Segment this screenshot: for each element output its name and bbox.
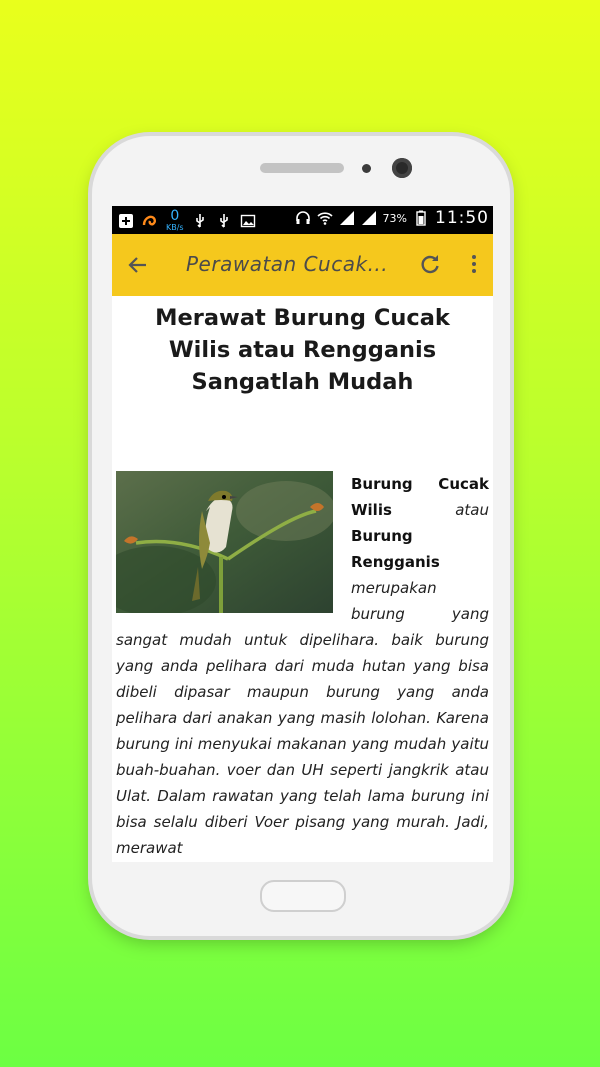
image-icon xyxy=(240,213,256,229)
network-speed-unit: KB/s xyxy=(166,223,184,232)
article-paragraph: merupakan burung yang sangat mudah untuk dipelihara. baik burung yang anda pelihara dari muda hutan yang bisa dibeli dipasar maupun burung yang anda pelihara dari anakan yang masih lolohan. Karena burung ini menyukai makanan yang mudah yaitu buah-buahan. voer dan UH seperti jangkrik atau Ulat. Dalam rawatan yang telah lama burung ini bisa selalu diberi Voer pisang yang murah. Jadi, merawat xyxy=(116,579,489,857)
phone-camera xyxy=(392,158,412,178)
lead-bold-1: Burung Cucak Wilis xyxy=(351,475,489,519)
uc-browser-icon xyxy=(142,213,158,229)
page-title: Perawatan Cucak... xyxy=(186,252,389,276)
lead-bold-2: Burung Rengganis xyxy=(351,527,440,571)
usb-icon xyxy=(216,213,232,229)
phone-speaker xyxy=(260,163,344,173)
arrow-left-icon[interactable] xyxy=(126,253,150,277)
article-title: Merawat Burung Cucak Wilis atau Rengganis Sangatlah Mudah xyxy=(155,305,450,395)
headset-icon xyxy=(295,210,311,226)
signal-icon xyxy=(361,210,377,226)
plus-box-icon xyxy=(118,213,134,229)
clock: 11:50 xyxy=(435,208,489,228)
status-bar xyxy=(112,206,493,234)
bird-photo xyxy=(116,471,333,613)
battery-icon xyxy=(413,210,429,226)
phone-sensor xyxy=(362,164,371,173)
refresh-icon[interactable] xyxy=(418,252,442,276)
network-speed xyxy=(166,210,184,232)
usb-icon xyxy=(192,213,208,229)
lead-text: atau xyxy=(391,501,489,519)
wifi-icon xyxy=(317,210,333,226)
phone-screen xyxy=(112,206,493,862)
article-body xyxy=(116,471,489,861)
battery-percent: 73% xyxy=(382,211,407,225)
more-vert-icon[interactable] xyxy=(466,252,482,276)
app-bar xyxy=(112,234,493,296)
network-speed-value: 0 xyxy=(170,208,180,224)
home-button[interactable] xyxy=(260,880,346,912)
signal-icon xyxy=(339,210,355,226)
